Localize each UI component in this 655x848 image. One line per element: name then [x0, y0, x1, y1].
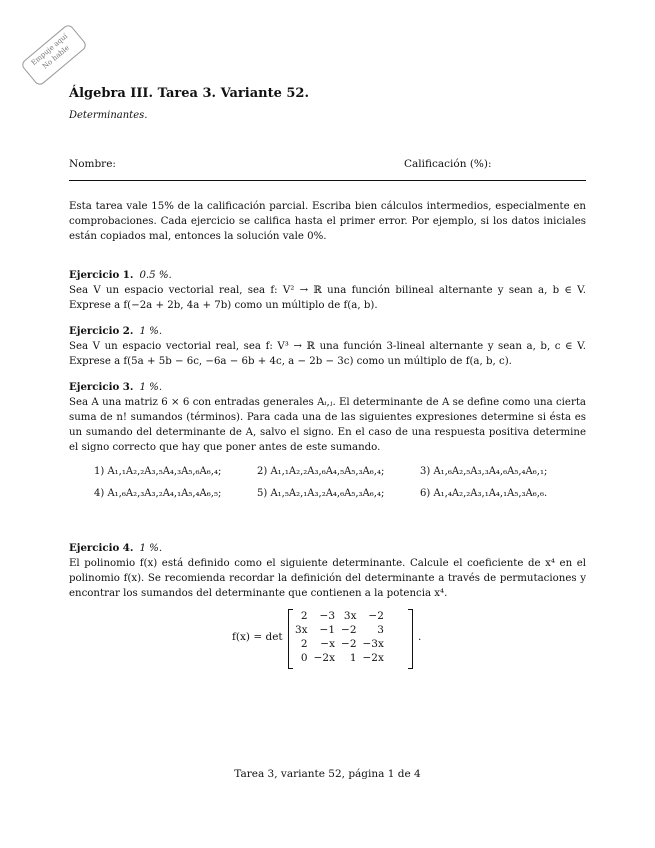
exercise-1-text: Sea V un espacio vectorial real, sea f: V² → ℝ una función bilineal alternante y sean a, b ∈ V. Exprese a f(−2a + 2b, 4a + 7b) como un múltiplo de f(a, b).	[69, 285, 586, 311]
page-subtitle: Determinantes.	[69, 110, 148, 121]
matrix-cell: −2	[368, 610, 384, 622]
matrix-cell: 2	[300, 610, 308, 622]
matrix-label: f(x) = det	[232, 631, 283, 643]
matrix-cell: −2x	[362, 652, 384, 664]
matrix-cell: −1	[319, 624, 336, 636]
matrix-row	[292, 609, 387, 623]
matrix-cell: 0	[300, 652, 308, 664]
term-item: 5) A₁,₅A₂,₁A₃,₂A₄,₆A₅,₃A₆,₄;	[257, 488, 385, 499]
matrix-cell: −3x	[362, 638, 384, 650]
term-item: 2) A₁,₁A₂,₂A₃,₆A₄,₅A₅,₃A₆,₄;	[257, 466, 385, 477]
page-title: Álgebra III. Tarea 3. Variante 52.	[69, 86, 309, 101]
matrix-cell: 2	[300, 638, 308, 650]
exercise-3-points: 1 %.	[139, 382, 163, 393]
exercise-2	[69, 324, 586, 369]
term-item: 1) A₁,₁A₂,₂A₃,₅A₄,₃A₅,₆A₆,₄;	[94, 466, 222, 477]
right-bracket	[408, 609, 413, 669]
intro-paragraph: Esta tarea vale 15% de la calificación parcial. Escriba bien cálculos intermedios, especialmente en comprobaciones. Cada ejercicio se califica hasta el primer error. Por ejemplo, si los datos iniciales están copiados mal, entonces la solución vale 0%.	[69, 201, 586, 242]
matrix-table	[292, 609, 387, 665]
determinant-matrix	[232, 609, 432, 669]
term-item: 3) A₁,₆A₂,₅A₃,₃A₄,₆A₅,₄A₆,₁;	[420, 466, 548, 477]
matrix-cell: 3	[377, 624, 384, 636]
header-divider	[69, 180, 586, 181]
exercise-3-heading: Ejercicio 3.	[69, 381, 134, 393]
matrix-cell: −x	[320, 638, 336, 650]
matrix-cell: 3x	[343, 610, 357, 622]
term-item: 4) A₁,₆A₂,₃A₃,₂A₄,₁A₅,₄A₆,₅;	[94, 488, 222, 499]
matrix-cell: −2	[341, 624, 357, 636]
matrix-cell: −2	[341, 638, 357, 650]
exercise-1-points: 0.5 %.	[139, 270, 172, 281]
exercise-1-heading: Ejercicio 1.	[69, 269, 134, 281]
exercise-3-text: Sea A una matriz 6 × 6 con entradas generales Aᵢ,ⱼ. El determinante de A se define como una cierta suma de n! sumandos (términos). Para cada una de las siguientes expresiones determine si ésta es un sumando del determinante de A, salvo el signo. En el caso de una respuesta positiva determine el signo correcto que hay que poner antes de este sumando.	[69, 397, 586, 453]
matrix-row	[292, 637, 387, 651]
name-label: Nombre:	[69, 158, 116, 170]
exercise-3	[69, 380, 586, 455]
exercise-2-heading: Ejercicio 2.	[69, 325, 134, 337]
exercise-2-text: Sea V un espacio vectorial real, sea f: V³ → ℝ una función 3-lineal alternante y sean a, b, c ∈ V. Exprese a f(5a + 5b − 6c, −6a − 6b + 4c, a − 2b − 3c) como un múltiplo de f(a, b, c).	[69, 341, 586, 367]
matrix-cell: 1	[349, 652, 357, 664]
term-row-1	[94, 466, 547, 477]
stamp: Empuje aquí No hable	[20, 23, 88, 87]
exercise-4-heading: Ejercicio 4.	[69, 542, 134, 554]
matrix-row	[292, 623, 387, 637]
matrix-period: .	[418, 631, 422, 643]
matrix-cell: −2x	[313, 652, 336, 664]
exercise-2-points: 1 %.	[139, 326, 163, 337]
matrix-cell: 3x	[295, 624, 308, 636]
grade-label: Calificación (%):	[404, 158, 492, 170]
exercise-4-text: El polinomio f(x) está definido como el siguiente determinante. Calcule el coeficiente de x⁴ en el polinomio f(x). Se recomienda recordar la definición del determinante a través de permutaciones y encontrar los sumandos del determinante que contienen a la potencia x⁴.	[69, 558, 586, 599]
matrix-row	[292, 651, 387, 665]
exercise-1	[69, 268, 586, 313]
exercise-4-points: 1 %.	[139, 543, 163, 554]
term-item: 6) A₁,₄A₂,₂A₃,₁A₄,₁A₅,₃A₆,₆.	[420, 488, 548, 499]
exercise-4	[69, 541, 586, 601]
matrix-cell: −3	[319, 610, 336, 622]
term-row-2	[94, 488, 547, 499]
page-footer: Tarea 3, variante 52, página 1 de 4	[234, 768, 421, 780]
